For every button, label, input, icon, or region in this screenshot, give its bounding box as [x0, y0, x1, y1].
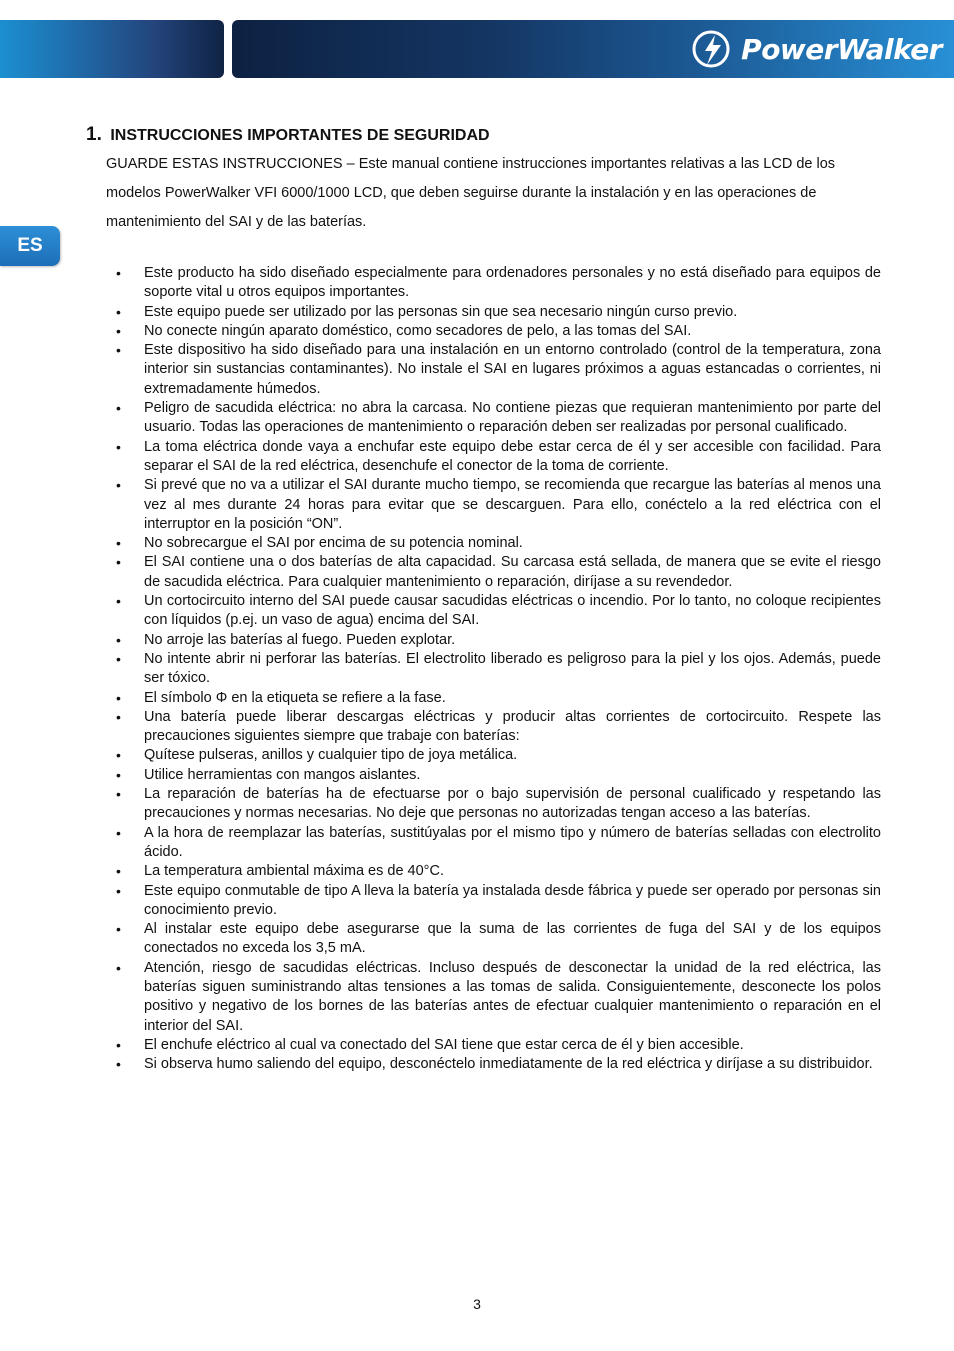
- list-item: • El enchufe eléctrico al cual va conectado del SAI tiene que estar cerca de él y bien accesible.: [106, 1036, 881, 1055]
- safety-rules-list: [106, 264, 881, 1074]
- list-item: • No sobrecargue el SAI por encima de su potencia nominal.: [106, 534, 881, 553]
- list-item: • A la hora de reemplazar las baterías, sustitúyalas por el mismo tipo y número de baterías selladas con electrolito ácido.: [106, 824, 881, 863]
- brand-logo: [691, 28, 942, 70]
- list-item: • El SAI contiene una o dos baterías de alta capacidad. Su carcasa está sellada, de manera que se evite el riesgo de sacudida eléctrica. Para cualquier mantenimiento o reparación, diríjase a su revendedor.: [106, 553, 881, 592]
- section-title: INSTRUCCIONES IMPORTANTES DE SEGURIDAD: [110, 127, 490, 144]
- header-banner: [0, 20, 954, 78]
- list-item: • Quítese pulseras, anillos y cualquier tipo de joya metálica.: [106, 746, 881, 765]
- list-item: • El símbolo Φ en la etiqueta se refiere a la fase.: [106, 689, 881, 708]
- page-number: 3: [473, 1296, 481, 1312]
- list-item: • No arroje las baterías al fuego. Pueden explotar.: [106, 631, 881, 650]
- list-item: • Este equipo conmutable de tipo A lleva la batería ya instalada desde fábrica y puede ser operado por personas sin conocimiento previo.: [106, 882, 881, 921]
- intro-paragraph: GUARDE ESTAS INSTRUCCIONES – Este manual contiene instrucciones importantes relativas a las LCD de los modelos PowerWalker VFI 6000/1000 LCD, que deben seguirse durante la instalación y en las operaciones de mantenimiento del SAI y de las baterías.: [106, 156, 836, 230]
- list-item: • Si observa humo saliendo del equipo, desconéctelo inmediatamente de la red eléctrica y diríjase a su distribuidor.: [106, 1055, 881, 1074]
- list-item: • La temperatura ambiental máxima es de 40°C.: [106, 862, 881, 881]
- list-item: • La reparación de baterías ha de efectuarse por o bajo supervisión de personal cualificado y respetando las precauciones y normas necesarias. No deje que personas no autorizadas tengan acceso a las baterías.: [106, 785, 881, 824]
- brand-name: PowerWalker: [741, 32, 942, 66]
- list-item: • La toma eléctrica donde vaya a enchufar este equipo debe estar cerca de él y ser accesible con facilidad. Para separar el SAI de la red eléctrica, desenchufe el conector de la toma de corriente.: [106, 438, 881, 477]
- list-item: • Al instalar este equipo debe asegurarse que la suma de las corrientes de fuga del SAI y de los equipos conectados no exceda los 3,5 mA.: [106, 920, 881, 959]
- section-heading: [86, 124, 490, 146]
- list-item: • Un cortocircuito interno del SAI puede causar sacudidas eléctricas o incendio. Por lo tanto, no coloque recipientes con líquidos (p.ej. un vaso de agua) encima del SAI.: [106, 592, 881, 631]
- list-item: • Peligro de sacudida eléctrica: no abra la carcasa. No contiene piezas que requieran mantenimiento por parte del usuario. Todas las operaciones de mantenimiento o reparación deben ser realizadas por personal cualificado.: [106, 399, 881, 438]
- list-item: • Una batería puede liberar descargas eléctricas y producir altas corrientes de cortocircuito. Respete las precauciones siguientes siempre que trabaje con baterías:: [106, 708, 881, 747]
- list-item: • Este equipo puede ser utilizado por las personas sin que sea necesario ningún curso previo.: [106, 303, 881, 322]
- list-item: • Utilice herramientas con mangos aislantes.: [106, 766, 881, 785]
- list-item: • Si prevé que no va a utilizar el SAI durante mucho tiempo, se recomienda que recargue las baterías al menos una vez al mes durante 24 horas para evitar que se descarguen. Para ello, conéctelo a la red eléctrica con el interruptor en la posición “ON”.: [106, 476, 881, 534]
- section-number: 1.: [86, 124, 102, 145]
- list-item: • No intente abrir ni perforar las baterías. El electrolito liberado es peligroso para la piel y los ojos. Además, puede ser tóxico.: [106, 650, 881, 689]
- header-band-left: [0, 20, 224, 78]
- list-item: • No conecte ningún aparato doméstico, como secadores de pelo, a las tomas del SAI.: [106, 322, 881, 341]
- language-tab: ES: [0, 226, 60, 266]
- powerwalker-logo-icon: [691, 29, 735, 69]
- list-item: • Este producto ha sido diseñado especialmente para ordenadores personales y no está diseñado para equipos de soporte vital u otros equipos importantes.: [106, 264, 881, 303]
- list-item: • Este dispositivo ha sido diseñado para una instalación en un entorno controlado (control de la temperatura, zona interior sin sustancias contaminantes). No instale el SAI en lugares próximos a aguas estancadas o corrientes, ni extremadamente húmedos.: [106, 341, 881, 399]
- list-item: • Atención, riesgo de sacudidas eléctricas. Incluso después de desconectar la unidad de la red eléctrica, las baterías siguen suministrando altas tensiones a las tomas de salida. Consiguientemente, desconecte los polos positivo y negativo de los bornes de las baterías antes de efectuar cualquier mantenimiento o reparación en el interior del SAI.: [106, 959, 881, 1036]
- header-band-right: [232, 20, 954, 78]
